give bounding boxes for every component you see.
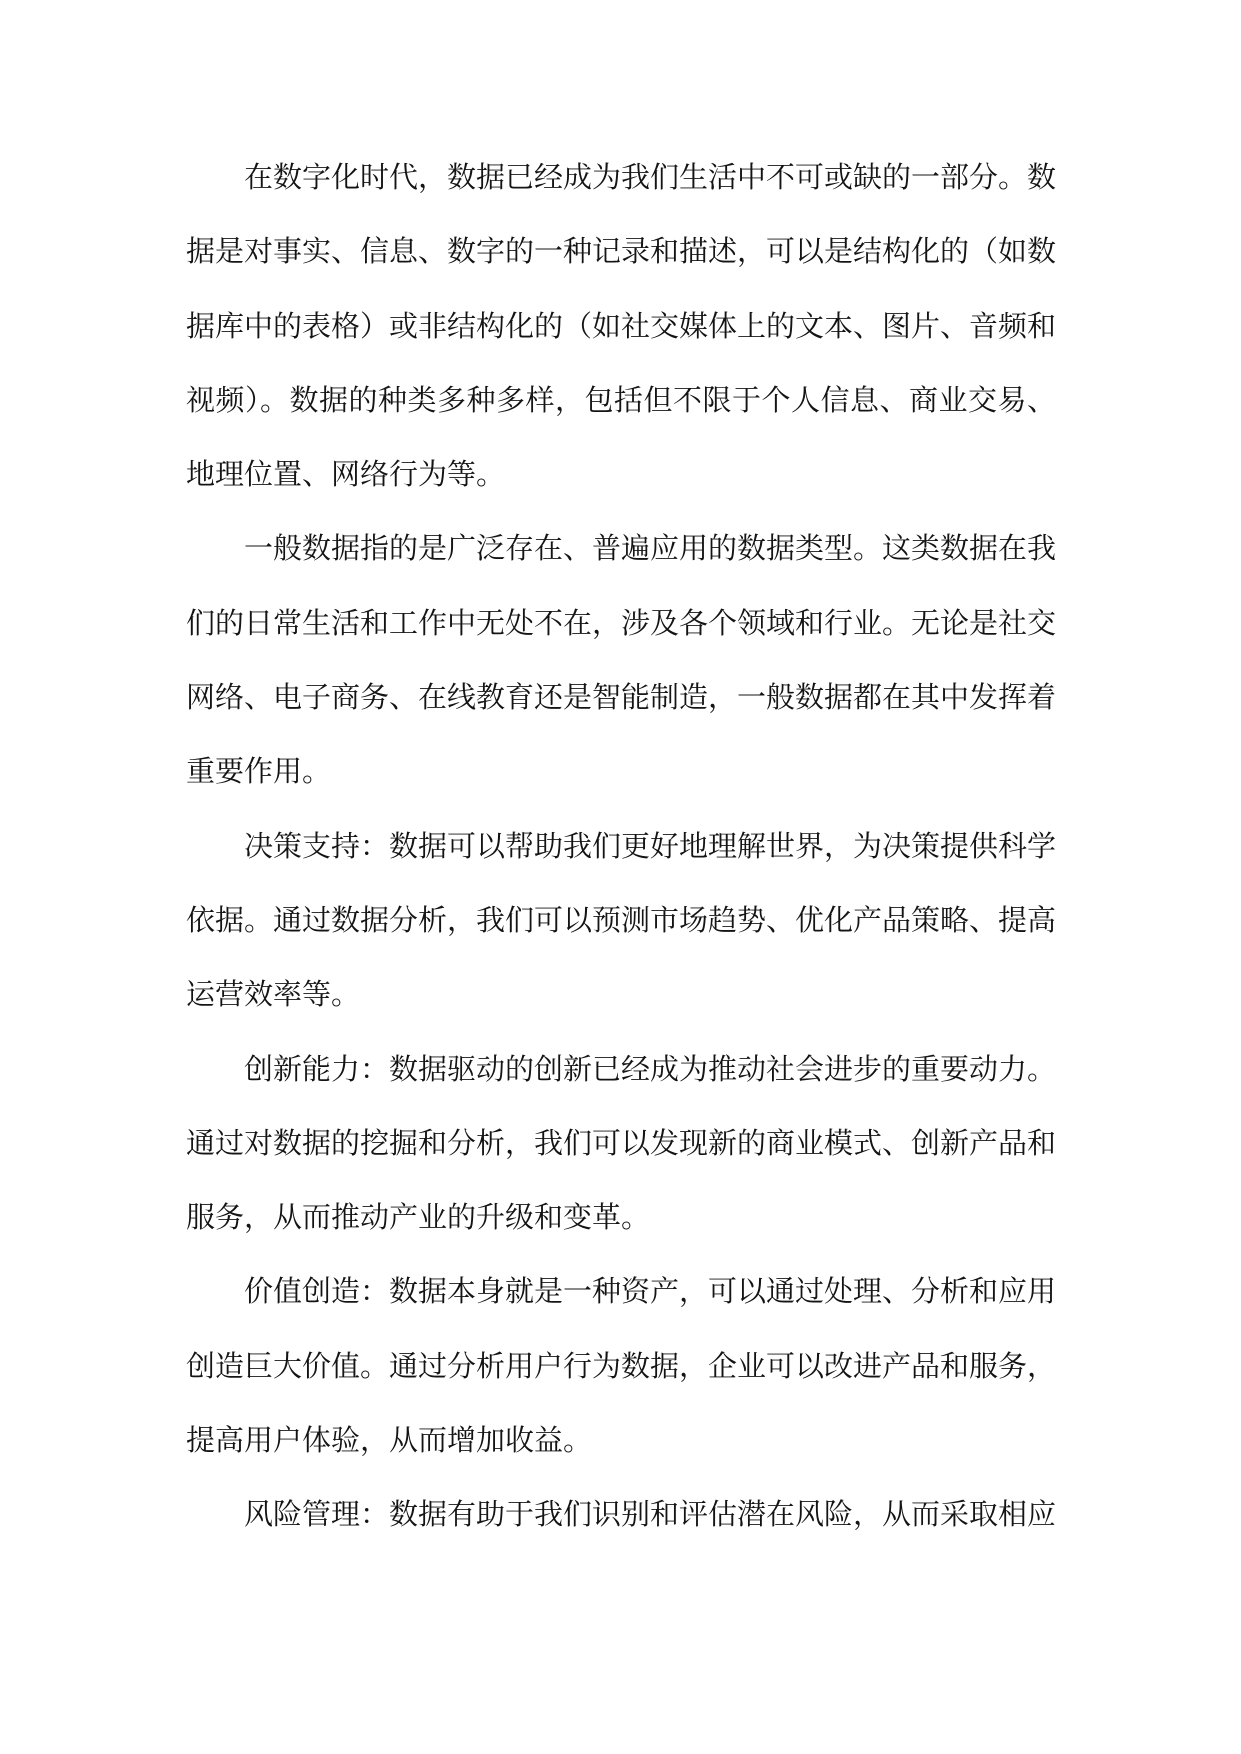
paragraph-value-creation: 价值创造：数据本身就是一种资产，可以通过处理、分析和应用创造巨大价值。通过分析用户行为数据，企业可以改进产品和服务，提高用户体验，从而增加收益。 bbox=[186, 1274, 1057, 1458]
paragraph-decision-support: 决策支持：数据可以帮助我们更好地理解世界，为决策提供科学依据。通过数据分析，我们可以预测市场趋势、优化产品策略、提高运营效率等。 bbox=[186, 828, 1057, 1012]
paragraph-general-data: 一般数据指的是广泛存在、普遍应用的数据类型。这类数据在我们的日常生活和工作中无处不在，涉及各个领域和行业。无论是社交网络、电子商务、在线教育还是智能制造，一般数据都在其中发挥着重要作用。 bbox=[186, 531, 1057, 789]
paragraph-risk-management: 风险管理：数据有助于我们识别和评估潜在风险，从而采取相应 bbox=[244, 1497, 1057, 1532]
paragraph-intro: 在数字化时代，数据已经成为我们生活中不可或缺的一部分。数据是对事实、信息、数字的一种记录和描述，可以是结构化的（如数据库中的表格）或非结构化的（如社交媒体上的文本、图片、音频和视频）。数据的种类多种多样，包括但不限于个人信息、商业交易、地理位置、网络行为等。 bbox=[186, 160, 1057, 492]
document-body bbox=[186, 140, 1056, 1552]
paragraph-innovation: 创新能力：数据驱动的创新已经成为推动社会进步的重要动力。通过对数据的挖掘和分析，我们可以发现新的商业模式、创新产品和服务，从而推动产业的升级和变革。 bbox=[186, 1051, 1057, 1235]
